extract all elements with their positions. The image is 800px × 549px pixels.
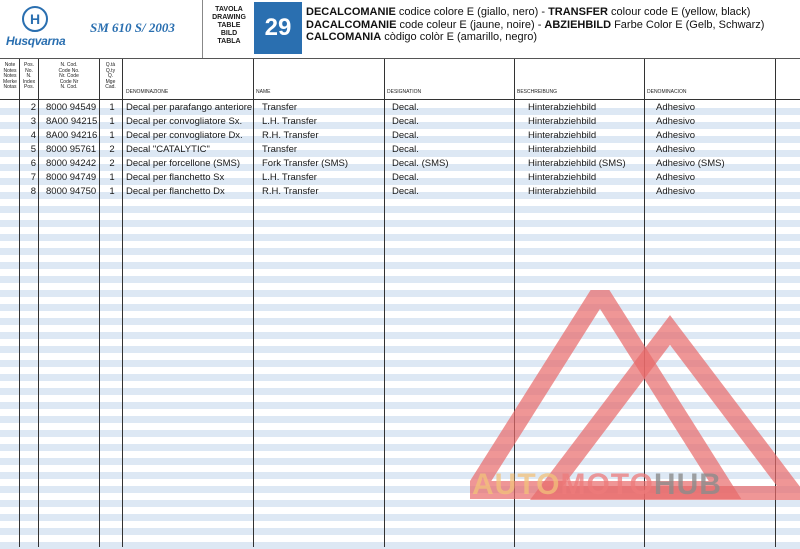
cell-des: Decal.	[392, 172, 419, 183]
table-row	[0, 129, 800, 143]
table-label	[204, 6, 254, 46]
cell-den2: Adhesivo	[656, 172, 696, 183]
table-row	[0, 143, 800, 157]
cell-pos: 8	[30, 186, 36, 197]
row-stripe	[0, 234, 800, 241]
column-header-note: Note Notes Notes Merke Notas	[3, 62, 17, 91]
table-row	[0, 171, 800, 185]
cell-name: R.H. Transfer	[262, 186, 319, 197]
row-stripe	[0, 206, 800, 213]
table-row	[0, 115, 800, 129]
row-stripe	[0, 514, 800, 521]
row-stripe	[0, 248, 800, 255]
cell-name: Transfer	[262, 102, 298, 113]
cell-den: Decal per flanchetto Sx	[126, 172, 225, 183]
cell-code: 8000 94549	[46, 102, 97, 113]
cell-qty: 1	[109, 116, 115, 127]
cell-bes: Hinterabziehbild	[528, 172, 597, 183]
cell-den: Decal "CATALYTIC"	[126, 144, 210, 155]
cell-qty: 1	[109, 130, 115, 141]
cell-qty: 1	[109, 102, 115, 113]
cell-den2: Adhesivo	[656, 116, 696, 127]
header-divider	[202, 0, 203, 58]
cell-code: 8000 94750	[46, 186, 97, 197]
table-number: 29	[254, 2, 302, 54]
cell-pos: 2	[30, 102, 36, 113]
cell-den2: Adhesivo (SMS)	[656, 158, 725, 169]
cell-pos: 4	[30, 130, 36, 141]
table-label-line: DRAWING	[212, 14, 246, 21]
column-header-pos: Pos. No. N. Index Pos.	[22, 62, 36, 91]
row-stripe	[0, 542, 800, 549]
cell-bes: Hinterabziehbild (SMS)	[528, 158, 626, 169]
table-label-line: TABLA	[217, 38, 241, 45]
cell-des: Decal.	[392, 102, 419, 113]
table-label-line: TABLE	[217, 22, 241, 29]
cell-pos: 7	[30, 172, 36, 183]
cell-qty: 2	[109, 158, 115, 169]
cell-des: Decal.	[392, 130, 419, 141]
cell-bes: Hinterabziehbild	[528, 116, 597, 127]
column-header-beschreibung: BESCHREIBUNG	[517, 89, 558, 95]
cell-den: Decal per forcellone (SMS)	[126, 158, 241, 169]
cell-den: Decal per convogliatore Sx.	[126, 116, 243, 127]
cell-pos: 5	[30, 144, 36, 155]
cell-pos: 6	[30, 158, 36, 169]
header-rule	[0, 99, 800, 100]
cell-name: Fork Transfer (SMS)	[262, 158, 349, 169]
column-header-qty: Q.tà Q.ty Q. Mge Cad.	[105, 62, 116, 91]
watermark-text: AUTOMOTOHUB	[472, 468, 722, 501]
title-line: DECALCOMANIE codice colore E (giallo, nero) - TRANSFER colour code E (yellow, black)	[306, 6, 751, 18]
column-header-code: N. Cod. Code No. Nr. Code Code Nr N. Cod.	[58, 62, 80, 91]
cell-des: Decal.	[392, 144, 419, 155]
table-label-line: BILD	[220, 30, 238, 37]
title-line: CALCOMANIA còdigo colòr E (amarillo, negro)	[306, 31, 538, 43]
model-title: SM 610 S/ 2003	[90, 20, 175, 35]
cell-name: R.H. Transfer	[262, 130, 319, 141]
cell-den2: Adhesivo	[656, 102, 696, 113]
title-line: DACALCOMANIE code coleur E (jaune, noire) - ABZIEHBILD Farbe Color E (Gelb, Schwarz)	[306, 18, 765, 31]
cell-bes: Hinterabziehbild	[528, 144, 597, 155]
cell-des: Decal.	[392, 186, 419, 197]
cell-qty: 2	[109, 144, 115, 155]
table-label-line: TAVOLA	[215, 6, 243, 13]
cell-den: Decal per flanchetto Dx	[126, 186, 225, 197]
column-header-denominazione: DENOMINAZIONE	[126, 89, 169, 95]
row-stripe	[0, 262, 800, 269]
cell-des: Decal. (SMS)	[392, 158, 449, 169]
brand-logo	[6, 6, 78, 52]
cell-den: Decal per convogliatore Dx.	[126, 130, 243, 141]
brand-name: Husqvarna	[6, 34, 66, 48]
cell-pos: 3	[30, 116, 36, 127]
page-header	[0, 0, 800, 59]
column-header-name: NAME	[256, 89, 271, 95]
row-stripe	[0, 220, 800, 227]
cell-den2: Adhesivo	[656, 186, 696, 197]
row-stripe	[0, 276, 800, 283]
cell-bes: Hinterabziehbild	[528, 186, 597, 197]
cell-den: Decal per parafango anteriore	[126, 102, 253, 113]
cell-den2: Adhesivo	[656, 130, 696, 141]
page-titles	[306, 6, 800, 44]
table-row	[0, 157, 800, 171]
cell-name: Transfer	[262, 144, 298, 155]
cell-code: 8000 95761	[46, 144, 97, 155]
cell-qty: 1	[109, 172, 115, 183]
cell-bes: Hinterabziehbild	[528, 102, 597, 113]
column-header-designation: DESIGNATION	[387, 89, 422, 95]
column-header-denominacion: DENOMINACION	[647, 89, 687, 95]
cell-bes: Hinterabziehbild	[528, 130, 597, 141]
cell-code: 8A00 94216	[46, 130, 98, 141]
table-row	[0, 185, 800, 199]
cell-name: L.H. Transfer	[262, 172, 317, 183]
row-stripe	[0, 528, 800, 535]
cell-qty: 1	[109, 186, 115, 197]
cell-code: 8A00 94215	[46, 116, 98, 127]
cell-code: 8000 94242	[46, 158, 97, 169]
table-row	[0, 101, 800, 115]
cell-name: L.H. Transfer	[262, 116, 317, 127]
cell-code: 8000 94749	[46, 172, 97, 183]
cell-den2: Adhesivo	[656, 144, 696, 155]
cell-des: Decal.	[392, 116, 419, 127]
crown-h-logo-icon: H	[22, 6, 48, 32]
